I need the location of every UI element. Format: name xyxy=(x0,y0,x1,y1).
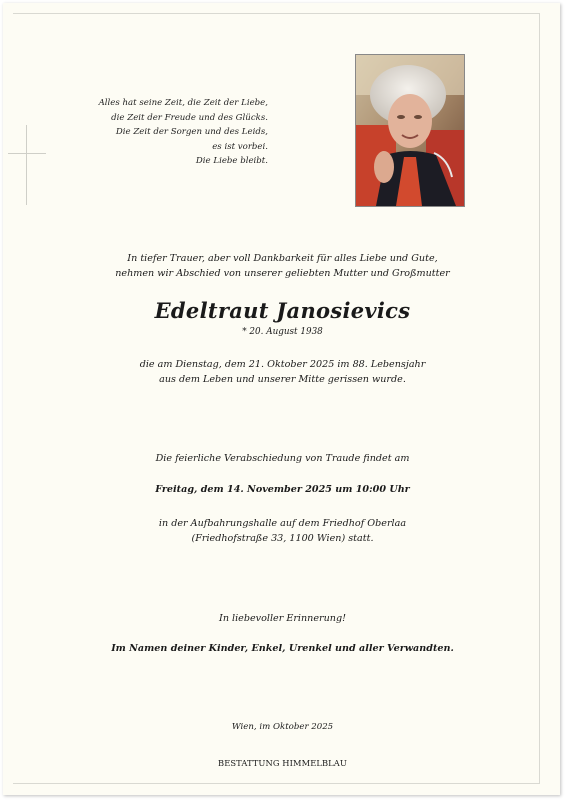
frame-top-line xyxy=(13,13,540,14)
death-notice xyxy=(0,357,565,387)
undertaker-name: BESTATTUNG HIMMELBLAU xyxy=(218,758,347,768)
memory-text: In liebevoller Erinnerung! xyxy=(219,613,346,624)
intro-text xyxy=(0,251,565,281)
birth-date: * 20. August 1938 xyxy=(242,327,323,337)
poem-line: es ist vorbei. xyxy=(212,141,268,152)
poem xyxy=(78,96,268,169)
poem-line: Die Zeit der Sorgen und des Leids, xyxy=(115,127,268,138)
ceremony-place xyxy=(0,516,565,546)
deceased-name: Edeltraut Janosievics xyxy=(154,298,411,323)
intro-line: nehmen wir Abschied von unserer geliebten Mutter und Großmutter xyxy=(115,268,450,279)
death-line: aus dem Leben und unserer Mitte gerissen wurde. xyxy=(159,374,406,385)
poem-line: Alles hat seine Zeit, die Zeit der Liebe, xyxy=(98,98,268,108)
ceremony-intro: Die feierliche Verabschiedung von Traude findet am xyxy=(155,453,410,464)
intro-line: In tiefer Trauer, aber voll Dankbarkeit für alles Liebe und Gute, xyxy=(127,253,438,264)
portrait-illustration xyxy=(356,55,464,206)
ceremony-datetime: Freitag, dem 14. November 2025 um 10:00 Uhr xyxy=(155,484,410,495)
poem-line: Die Liebe bleibt. xyxy=(195,156,268,167)
cross-horizontal-bar xyxy=(8,153,46,154)
city-date: Wien, im Oktober 2025 xyxy=(231,722,334,732)
portrait-photo xyxy=(355,54,465,207)
frame-bottom-line xyxy=(13,783,540,784)
poem-line: die Zeit der Freude und des Glücks. xyxy=(111,112,268,123)
family-text: Im Namen deiner Kinder, Enkel, Urenkel und aller Verwandten. xyxy=(111,643,454,654)
place-line: in der Aufbahrungshalle auf dem Friedhof Oberlaa xyxy=(158,518,407,529)
place-line: (Friedhofstraße 33, 1100 Wien) statt. xyxy=(191,533,374,544)
cross-vertical-bar xyxy=(26,125,27,205)
death-line: die am Dienstag, dem 21. Oktober 2025 im 88. Lebensjahr xyxy=(139,359,426,370)
frame-right-line xyxy=(539,13,540,784)
